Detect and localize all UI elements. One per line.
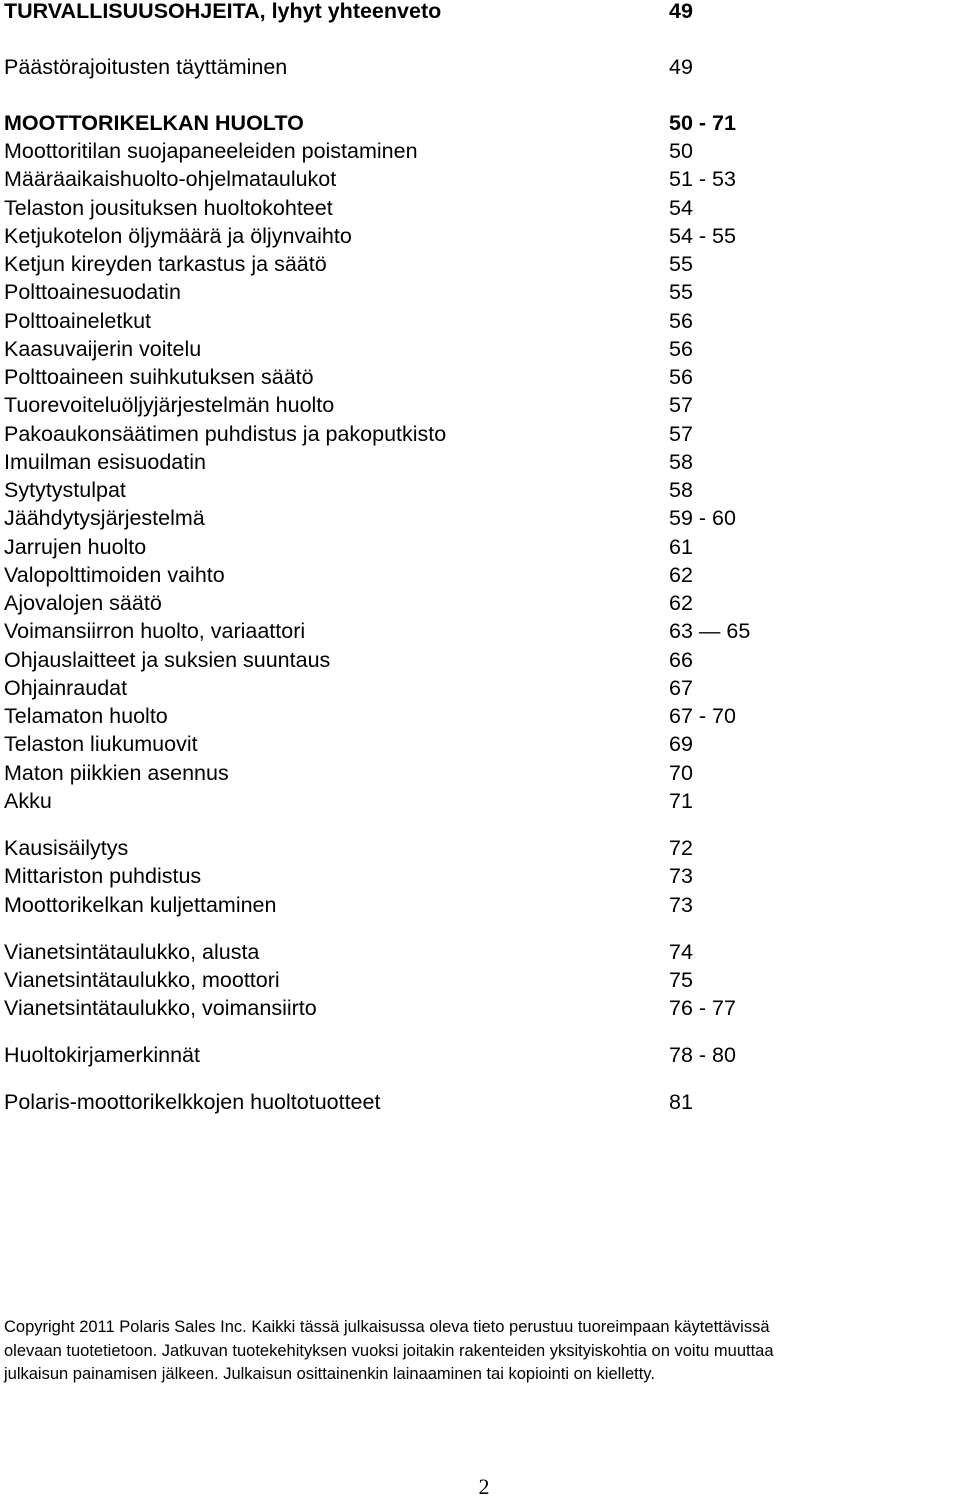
toc-page: 78 - 80 bbox=[669, 1043, 736, 1067]
toc-row bbox=[4, 194, 944, 222]
toc-page: 73 bbox=[669, 893, 693, 917]
toc-label: Ketjukotelon öljymäärä ja öljynvaihto bbox=[4, 224, 352, 248]
page-number: 2 bbox=[478, 1474, 490, 1499]
toc-page: 72 bbox=[669, 836, 693, 860]
toc-page: 75 bbox=[669, 968, 693, 992]
toc-label: Jarrujen huolto bbox=[4, 535, 147, 559]
toc-row bbox=[4, 109, 944, 137]
toc-row bbox=[4, 1088, 944, 1116]
toc-row bbox=[4, 335, 944, 363]
toc-row bbox=[4, 834, 944, 862]
toc-row bbox=[4, 278, 944, 306]
toc-row bbox=[4, 420, 944, 448]
toc-row bbox=[4, 137, 944, 165]
toc-row bbox=[4, 787, 944, 815]
toc-page: 50 - 71 bbox=[669, 111, 736, 135]
toc-row bbox=[4, 938, 944, 966]
toc-page: 57 bbox=[669, 393, 693, 417]
toc-row bbox=[4, 589, 944, 617]
toc-label: Imuilman esisuodatin bbox=[4, 450, 206, 474]
toc-label: Voimansiirron huolto, variaattori bbox=[4, 619, 306, 643]
toc-label: Huoltokirjamerkinnät bbox=[4, 1043, 200, 1067]
toc-label: Polttoaineletkut bbox=[4, 309, 152, 333]
toc-label: Kaasuvaijerin voitelu bbox=[4, 337, 202, 361]
toc-page: 56 bbox=[669, 309, 693, 333]
toc-label: MOOTTORIKELKAN HUOLTO bbox=[4, 111, 304, 135]
toc-label: Akku bbox=[4, 789, 52, 813]
toc-label: Ajovalojen säätö bbox=[4, 591, 162, 615]
toc-label: Maton piikkien asennus bbox=[4, 761, 229, 785]
toc-label: Ketjun kireyden tarkastus ja säätö bbox=[4, 252, 327, 276]
toc-label: Telamaton huolto bbox=[4, 704, 168, 728]
toc-row bbox=[4, 891, 944, 919]
toc-page: 73 bbox=[669, 864, 693, 888]
toc-label: Vianetsintätaulukko, voimansiirto bbox=[4, 996, 317, 1020]
toc-page: 76 - 77 bbox=[669, 996, 736, 1020]
toc-page: 54 bbox=[669, 196, 693, 220]
toc-page: 58 bbox=[669, 450, 693, 474]
toc-row bbox=[4, 646, 944, 674]
toc-row bbox=[4, 250, 944, 278]
toc-page: 58 bbox=[669, 478, 693, 502]
toc-label: Valopolttimoiden vaihto bbox=[4, 563, 225, 587]
toc-row bbox=[4, 448, 944, 476]
toc-row bbox=[4, 1041, 944, 1069]
toc-label: Polttoainesuodatin bbox=[4, 280, 181, 304]
copyright-notice: Copyright 2011 Polaris Sales Inc. Kaikki tässä julkaisussa oleva tieto perustuu tuoreimpaan käytettävissä olevaan tuotetietoon. Jatkuvan tuotekehityksen vuoksi joitakin rakenteiden yksityiskohtia on voitu muuttaa julkaisun painamisen jälkeen. Julkaisun osittainenkin lainaaminen tai kopiointi on kielletty. bbox=[4, 1318, 774, 1383]
toc-page: 56 bbox=[669, 337, 693, 361]
toc-page: 49 bbox=[669, 55, 693, 79]
toc-label: Moottorikelkan kuljettaminen bbox=[4, 893, 277, 917]
toc-label: Ohjauslaitteet ja suksien suuntaus bbox=[4, 648, 331, 672]
toc-label: Vianetsintätaulukko, alusta bbox=[4, 940, 260, 964]
toc-page: 59 - 60 bbox=[669, 506, 736, 530]
toc-label: Tuorevoiteluöljyjärjestelmän huolto bbox=[4, 393, 335, 417]
toc-row bbox=[4, 307, 944, 335]
toc-label: Päästörajoitusten täyttäminen bbox=[4, 55, 288, 79]
toc-page: 62 bbox=[669, 563, 693, 587]
toc-row bbox=[4, 363, 944, 391]
toc-row bbox=[4, 617, 944, 645]
toc-label: Polttoaineen suihkutuksen säätö bbox=[4, 365, 314, 389]
toc-label: Telaston liukumuovit bbox=[4, 732, 198, 756]
toc-page: 70 bbox=[669, 761, 693, 785]
toc-page: 51 - 53 bbox=[669, 167, 736, 191]
toc-row bbox=[4, 533, 944, 561]
toc-label: Ohjainraudat bbox=[4, 676, 128, 700]
toc-row bbox=[4, 702, 944, 730]
toc-label: Jäähdytysjärjestelmä bbox=[4, 506, 205, 530]
toc-page: 69 bbox=[669, 732, 693, 756]
toc-row bbox=[4, 53, 944, 81]
toc-label: TURVALLISUUSOHJEITA, lyhyt yhteenveto bbox=[4, 0, 442, 23]
toc-row bbox=[4, 391, 944, 419]
toc-page: 67 bbox=[669, 676, 693, 700]
toc-page: 50 bbox=[669, 139, 693, 163]
toc-row bbox=[4, 966, 944, 994]
toc-page: 71 bbox=[669, 789, 693, 813]
toc-page: 54 - 55 bbox=[669, 224, 736, 248]
toc-row bbox=[4, 165, 944, 193]
toc-row bbox=[4, 561, 944, 589]
toc-page: 63 — 65 bbox=[669, 619, 751, 643]
toc-row bbox=[4, 222, 944, 250]
toc-row bbox=[4, 759, 944, 787]
toc-page: 55 bbox=[669, 280, 693, 304]
toc-label: Määräaikaishuolto-ohjelmataulukot bbox=[4, 167, 337, 191]
toc-row bbox=[4, 862, 944, 890]
toc-label: Kausisäilytys bbox=[4, 836, 129, 860]
toc-row bbox=[4, 0, 944, 25]
toc-page: 49 bbox=[669, 0, 693, 23]
toc-page: 62 bbox=[669, 591, 693, 615]
toc-row bbox=[4, 994, 944, 1022]
toc-page: 74 bbox=[669, 940, 693, 964]
toc-page: 57 bbox=[669, 422, 693, 446]
toc-row bbox=[4, 674, 944, 702]
toc-label: Moottoritilan suojapaneeleiden poistaminen bbox=[4, 139, 418, 163]
toc-row bbox=[4, 504, 944, 532]
toc-page: 61 bbox=[669, 535, 693, 559]
toc-row bbox=[4, 730, 944, 758]
toc-page: 81 bbox=[669, 1090, 693, 1114]
toc-label: Vianetsintätaulukko, moottori bbox=[4, 968, 280, 992]
toc-page: 67 - 70 bbox=[669, 704, 736, 728]
toc-label: Pakoaukonsäätimen puhdistus ja pakoputkisto bbox=[4, 422, 447, 446]
toc-page: 56 bbox=[669, 365, 693, 389]
toc-page: 55 bbox=[669, 252, 693, 276]
toc-page: 66 bbox=[669, 648, 693, 672]
toc-label: Polaris-moottorikelkkojen huoltotuotteet bbox=[4, 1090, 381, 1114]
toc-label: Telaston jousituksen huoltokohteet bbox=[4, 196, 333, 220]
toc-label: Sytytystulpat bbox=[4, 478, 126, 502]
toc-label: Mittariston puhdistus bbox=[4, 864, 202, 888]
toc-row bbox=[4, 476, 944, 504]
